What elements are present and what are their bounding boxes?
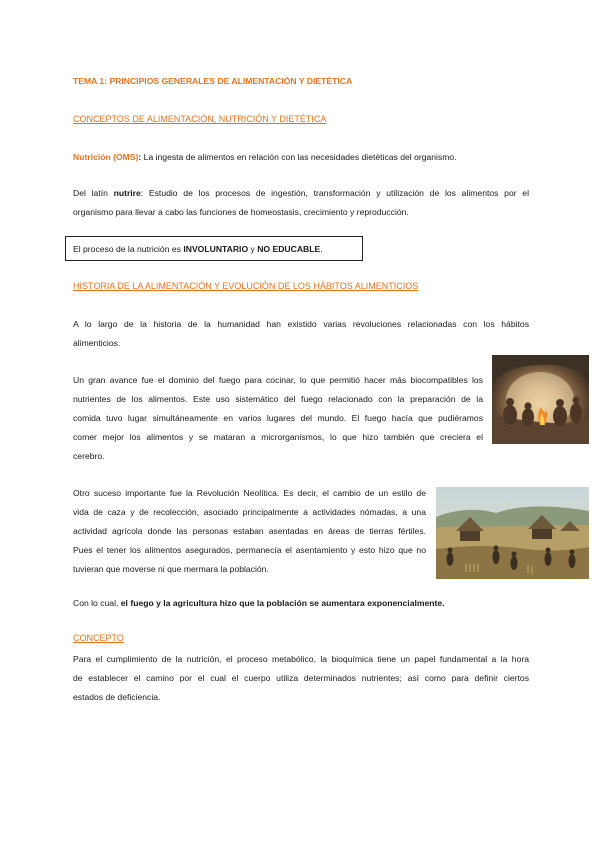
nutricion-definition	[73, 148, 529, 167]
box-mid: y	[248, 244, 258, 254]
fuego-line4: comer mejor los alimentos y se mataran a microrganismos, lo que hizo también que creciera el	[73, 432, 483, 442]
conclusion-bold: el fuego y la agricultura hizo que la población se aumentara exponencialmente.	[120, 598, 445, 608]
fuego-line2: nutrientes de los alimentos. Este uso sistemático del fuego relacionado con la preparación de la	[73, 394, 483, 404]
neolithic-village-illustration	[436, 487, 589, 579]
neolitica-line3: actividad agrícola donde las personas estaban asentadas en áreas de tierras fértiles.	[73, 526, 426, 536]
neolitica-line4: Pues el tener los alimentos asegurados, permanecía el asentamiento y esto hizo que no	[73, 545, 426, 555]
section-heading-conceptos: CONCEPTOS DE ALIMENTACIÓN, NUTRICIÓN Y DIETÉTICA	[73, 114, 327, 124]
fuego-line1: Un gran avance fue el dominio del fuego para cocinar, lo que permitió hacer más biocompatibles los	[73, 375, 483, 385]
box-end: .	[320, 244, 323, 254]
document-title: TEMA 1: PRINCIPIOS GENERALES DE ALIMENTACIÓN Y DIETÉTICA	[73, 76, 353, 86]
conclusion-prefix: Con lo cual,	[73, 598, 121, 608]
box-no-educable: NO EDUCABLE	[257, 244, 321, 254]
neolitica-line2: vida de caza y de recolección, asociado principalmente a actividades nómadas, a una	[73, 507, 426, 517]
concepto-line2: de establecer el camino por el cual el cuerpo utiliza determinados nutrientes; así como para definir ciertos	[73, 673, 529, 683]
neolitica-paragraph	[73, 484, 426, 579]
section-heading-concepto: CONCEPTO	[73, 633, 124, 643]
highlight-box	[65, 236, 363, 261]
nutrire-line1: : Estudio de los procesos de ingestión, transformación y utilización de los alimentos por el	[140, 188, 529, 198]
box-prefix: El proceso de la nutrición es	[73, 244, 184, 254]
neolitica-line1: Otro suceso importante fue la Revolución Neolítica. Es decir, el cambio de un estilo de	[73, 488, 426, 498]
historia-line2: alimenticios.	[73, 338, 121, 348]
concepto-line1: Para el cumplimiento de la nutrición, el proceso metabólico, la bioquímica tiene un papel fundamental a la hora	[73, 654, 529, 664]
conclusion-paragraph	[73, 594, 529, 613]
box-involuntario: INVOLUNTARIO	[183, 244, 249, 254]
nutricion-term: Nutrición (OMS)	[73, 152, 139, 162]
nutrire-term: nutrire	[113, 188, 141, 198]
concepto-paragraph	[73, 650, 529, 707]
fuego-paragraph	[73, 371, 483, 466]
fuego-line5: cerebro.	[73, 451, 105, 461]
historia-paragraph	[73, 315, 529, 353]
nutrire-line2: organismo para llevar a cabo las funciones de homeostasis, crecimiento y reproducción.	[73, 207, 409, 217]
fuego-line3: comida tuvo lugar simultáneamente en varios lugares del mundo. El fuego hacía que pudiéramos	[73, 413, 483, 423]
neolitica-line5: tuvieran que moverse ni que mermara la población.	[73, 564, 269, 574]
concepto-line3: estados de deficiencia.	[73, 692, 161, 702]
section-heading-historia: HISTORIA DE LA ALIMENTACIÓN Y EVOLUCIÓN DE LOS HÁBITOS ALIMENTICIOS	[73, 281, 419, 291]
nutricion-text: La ingesta de alimentos en relación con las necesidades dietéticas del organismo.	[141, 152, 457, 162]
historia-line1: A lo largo de la historia de la humanidad han existido varias revoluciones relacionadas con los hábitos	[73, 319, 529, 329]
nutrire-paragraph	[73, 184, 529, 222]
nutricion-colon: :	[138, 152, 142, 162]
nutrire-prefix: Del latín	[73, 188, 114, 198]
cave-fire-illustration	[492, 355, 589, 444]
